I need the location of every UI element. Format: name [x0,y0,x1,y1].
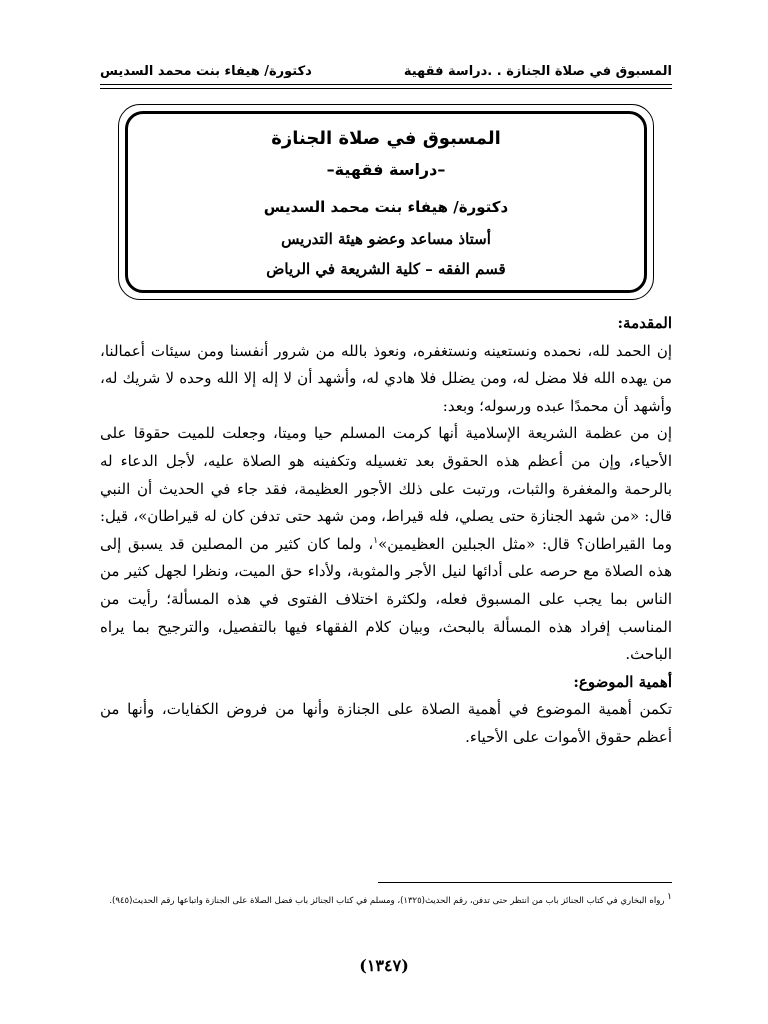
intro-heading: المقدمة: [617,314,672,332]
header-author: دكتورة/ هيفاء بنت محمد السديس [100,64,312,79]
title-box [118,104,654,300]
main-paragraph-part-b: ، ولما كان كثير من المصلين قد يسبق إلى هذه الصلاة مع حرصه على أدائها لنيل الأجر والمثوبة، ولأداء حق الميت، ونظرا لجهل كثير من الناس بما يجب على المسبوق فعله، ولكثرة اختلاف الفتوى في هذه المسألة؛ رأيت من المناسب إفراد هذه المسألة بالبحث، وبيان كلام الفقهاء فيها بالتفصيل، والترجيح بما يراه الباحث. [100,534,672,664]
running-header [100,60,672,86]
importance-heading: أهمية الموضوع: [573,672,672,691]
footnote-marker: ١ [667,892,672,903]
paper-subtitle: –دراسة فقهية– [326,160,446,179]
body-text [100,310,672,752]
page-number: (١٣٤٧) [359,956,409,975]
main-paragraph-part-a: إن من عظمة الشريعة الإسلامية أنها كرمت المسلم حيا وميتا، وجعلت للميت حقوقا على الأحياء، وإن من أعظم هذه الحقوق بعد تغسيله وتكفينه هو الصلاة عليه، لأجل الدعاء له بالرحمة والمغفرة والثبات، ورتبت على ذلك الأجور العظيمة، فقد جاء في الحديث أن النبي قال: «من شهد الجنازة حتى يصلي، فله قيراط، ومن شهد حتى تدفن كان له قيراطان»، قيل: وما القيراطان؟ قال: «مثل الجبلين العظيمين» [100,424,673,553]
author-name: دكتورة/ هيفاء بنت محمد السديس [263,198,509,216]
main-paragraph [100,420,672,668]
footnote-ref: ١ [373,535,379,546]
header-rule [100,84,672,85]
author-department: قسم الفقه – كلية الشريعة في الرياض [266,260,506,278]
footnote-separator [378,882,672,883]
header-title: المسبوق في صلاة الجنازة . .دراسة فقهية [403,64,672,79]
footnote [100,892,672,910]
footnote-text: رواه البخاري في كتاب الجنائز باب من انتظر حتى تدفن، رقم الحديث(١٣٢٥)، ومسلم في كتاب الجنائز باب فضل الصلاة على الجنازة واتباعها رقم الحديث(٩٤٥). [109,896,665,906]
intro-paragraph: إن الحمد لله، نحمده ونستعينه ونستغفره، ونعوذ بالله من شرور أنفسنا ومن سيئات أعمالنا، من يهده الله فلا مضل له، ومن يضلل فلا هادي له، وأشهد أن لا إله إلا الله وحده لا شريك له، وأشهد أن محمدًا عبده ورسوله؛ وبعد: [100,341,672,415]
importance-paragraph: تكمن أهمية الموضوع في أهمية الصلاة على الجنازة وأنها من فروض الكفايات، وأنها من أعظم حقوق الأموات على الأحياء. [100,700,672,746]
author-position: أستاذ مساعد وعضو هيئة التدريس [281,230,491,248]
paper-title: المسبوق في صلاة الجنازة [271,128,501,149]
title-box-inner-frame [125,111,647,293]
header-rule-thin [100,88,672,89]
